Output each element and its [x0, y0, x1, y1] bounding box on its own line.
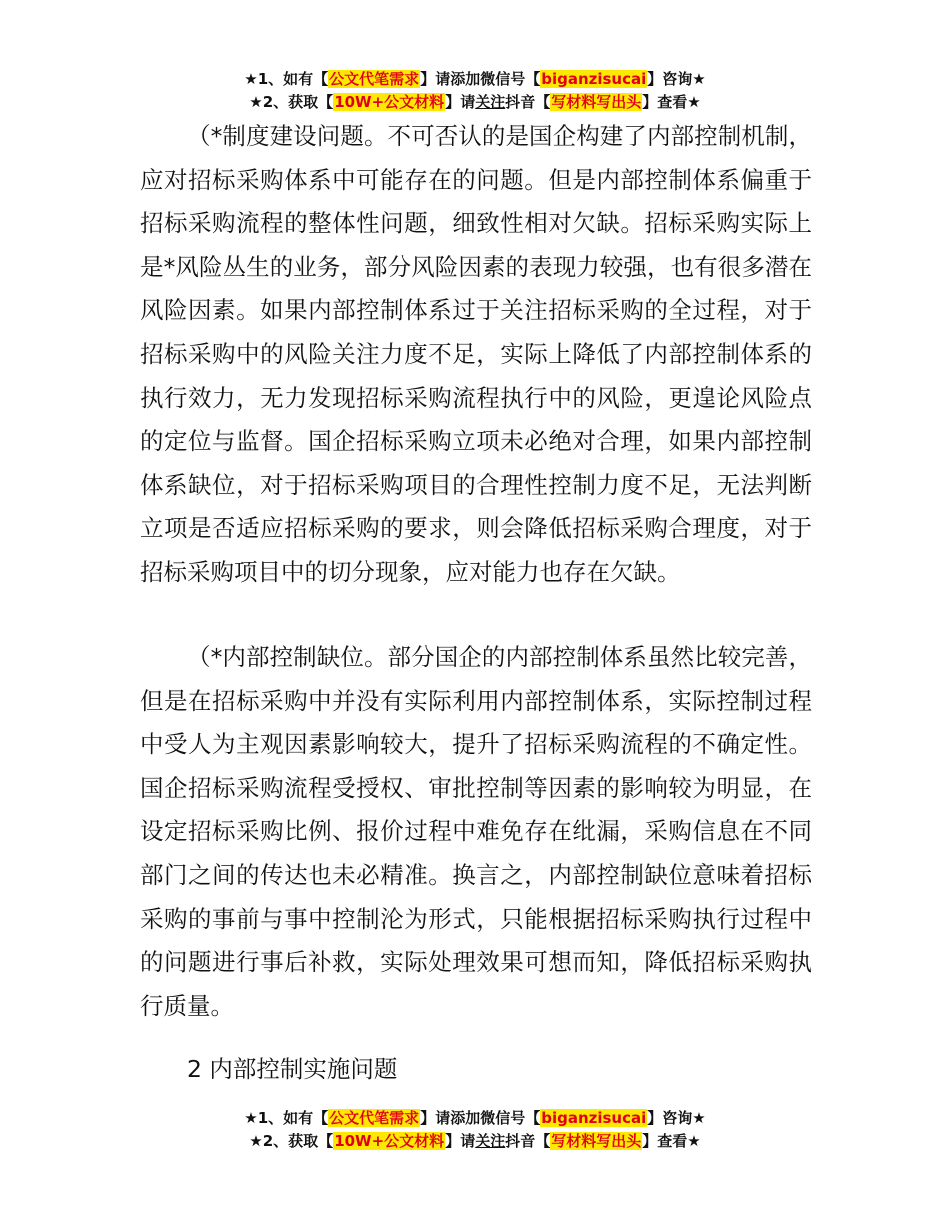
- promo-text: 】请添加微信号【: [420, 70, 541, 88]
- promo-text: 】咨询★: [647, 70, 706, 88]
- promo-text: 抖音【: [505, 1132, 551, 1150]
- promo-text: 】请: [445, 93, 476, 111]
- promo-highlight: 10W+公文材料: [334, 1132, 445, 1150]
- promo-text: 】请添加微信号【: [420, 1109, 541, 1127]
- promo-highlight: 写材料写出头: [551, 93, 642, 111]
- body-paragraph-2: （*内部控制缺位。部分国企的内部控制体系虽然比较完善，但是在招标采购中并没有实际利用内部控制体系，实际控制过程中受人为主观因素影响较大，提升了招标采购流程的不确定性。国企招标采购流程受授权、审批控制等因素的影响较为明显，在设定招标采购比例、报价过程中难免存在纰漏，采购信息在不同部门之间的传达也未必精准。换言之，内部控制缺位意味着招标采购的事前与事中控制沦为形式，只能根据招标采购执行过程中的问题进行事后补救，实际处理效果可想而知，降低招标采购执行质量。: [140, 643, 812, 1020]
- promo-text: 】请: [445, 1132, 476, 1150]
- promo-banner-bottom: [0, 1107, 950, 1153]
- promo-highlight: 写材料写出头: [551, 1132, 642, 1150]
- promo-text: 抖音【: [505, 93, 551, 111]
- promo-wechat-id: biganzisucai: [541, 1109, 647, 1127]
- promo-text: 】查看★: [642, 1132, 701, 1150]
- promo-highlight: 10W+公文材料: [334, 93, 445, 111]
- promo-banner-top: [0, 68, 950, 114]
- promo-underlined-text: 关注: [475, 1132, 506, 1150]
- promo-line-2: [0, 1130, 950, 1153]
- promo-text: ★1、如有【: [244, 1109, 329, 1127]
- promo-underlined-text: 关注: [475, 93, 506, 111]
- promo-line-2: [0, 91, 950, 114]
- promo-text: ★2、获取【: [249, 1132, 334, 1150]
- promo-text: 】查看★: [642, 93, 701, 111]
- promo-wechat-id: biganzisucai: [541, 70, 647, 88]
- promo-text: 】咨询★: [647, 1109, 706, 1127]
- section-heading: 2 内部控制实施问题: [187, 1055, 398, 1083]
- promo-highlight: 公文代笔需求: [329, 1109, 420, 1127]
- promo-highlight: 公文代笔需求: [329, 70, 420, 88]
- promo-line-1: [0, 1107, 950, 1130]
- promo-text: ★2、获取【: [249, 93, 334, 111]
- promo-text: ★1、如有【: [244, 70, 329, 88]
- body-paragraph-1: （*制度建设问题。不可否认的是国企构建了内部控制机制，应对招标采购体系中可能存在的问题。但是内部控制体系偏重于招标采购流程的整体性问题，细致性相对欠缺。招标采购实际上是*风险丛生的业务，部分风险因素的表现力较强，也有很多潜在风险因素。如果内部控制体系过于关注招标采购的全过程，对于招标采购中的风险关注力度不足，实际上降低了内部控制体系的执行效力，无力发现招标采购流程执行中的风险，更遑论风险点的定位与监督。国企招标采购立项未必绝对合理，如果内部控制体系缺位，对于招标采购项目的合理性控制力度不足，无法判断立项是否适应招标采购的要求，则会降低招标采购合理度，对于招标采购项目中的切分现象，应对能力也存在欠缺。: [140, 122, 812, 586]
- promo-line-1: [0, 68, 950, 91]
